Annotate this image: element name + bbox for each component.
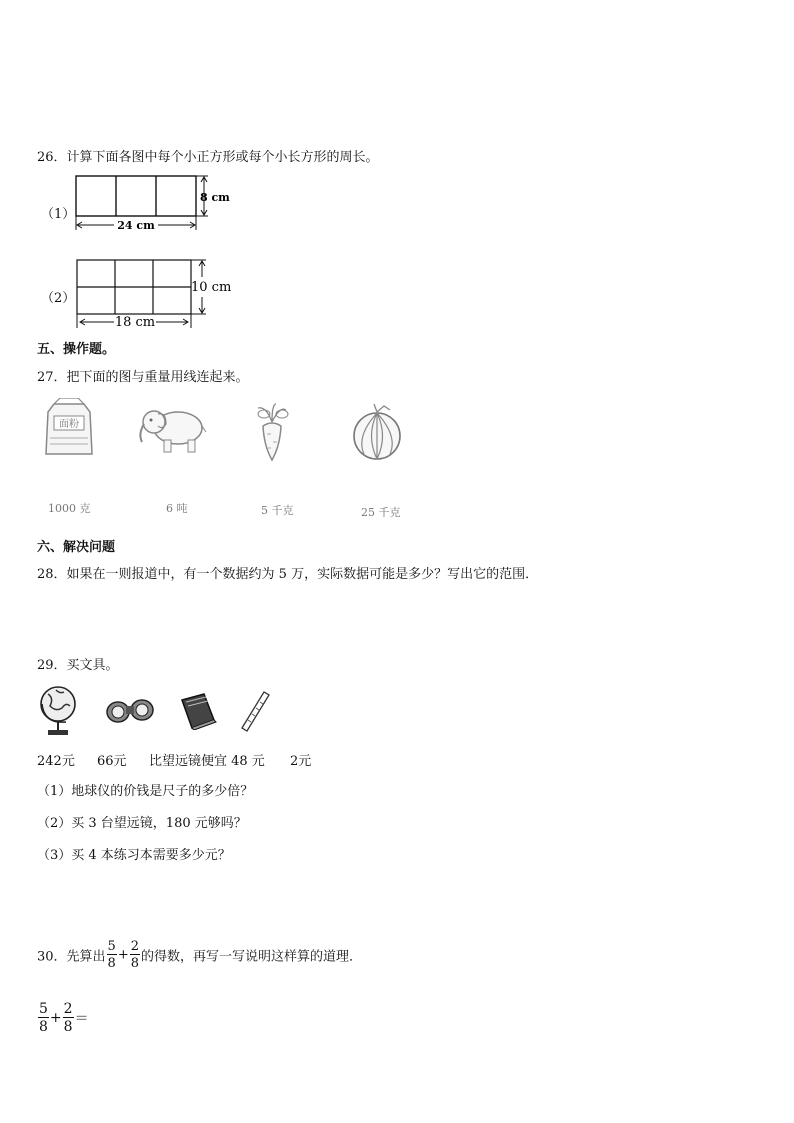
globe-image [36, 682, 82, 738]
q26-title: 26．计算下面各图中每个小正方形或每个小长方形的周长。 [37, 150, 379, 165]
section-6-heading: 六、解决问题 [37, 540, 116, 555]
fraction-2-8: $\frac{2}{8}$ [130, 939, 140, 971]
part1-width-label: 24 cm [117, 219, 155, 232]
q30-suffix: 的得数，再写一写说明这样算的道理． [141, 949, 363, 965]
plus-sign: + [117, 947, 129, 963]
q29-sub-3: （3）买 4 本练习本需要多少元？ [37, 848, 231, 863]
price-binoculars: 66元 [97, 754, 127, 769]
part2-height-label: 10 cm [191, 280, 232, 295]
watermelon-image [350, 402, 404, 464]
q27-title: 27．把下面的图与重量用线连起来。 [37, 370, 249, 385]
weight-label-4: 25 千克 [361, 506, 401, 519]
eq-fraction-5-8: $\frac{5}{8}$ [39, 1001, 48, 1035]
q26-part2-label: （2） [41, 291, 76, 306]
flour-bag-text: 面粉 [59, 419, 79, 430]
section-5-heading: 五、操作题。 [37, 342, 116, 357]
binoculars-image [104, 696, 156, 726]
fraction-5-8: $\frac{5}{8}$ [107, 939, 116, 971]
eq-fraction-2-8: $\frac{2}{8}$ [63, 1001, 73, 1035]
price-ruler: 2元 [290, 754, 312, 769]
radish-image [252, 402, 292, 464]
q30-question [37, 940, 362, 970]
part1-height-label: 8 cm [200, 191, 230, 204]
q28-title: 28．如果在一则报道中，有一个数据约为 5 万，实际数据可能是多少？写出它的范围． [37, 567, 539, 582]
equals-sign: ＝ [74, 1011, 89, 1027]
part2-width-label: 18 cm [114, 315, 156, 330]
rectangle-figure-1 [70, 170, 240, 236]
rectangle-figure-2 [70, 253, 250, 331]
weight-label-2: 6 吨 [166, 502, 188, 515]
notebook-image [178, 692, 218, 730]
flour-bag-image [40, 398, 100, 460]
eq-plus-sign: + [49, 1010, 62, 1026]
q30-prefix: 30．先算出 [37, 949, 106, 965]
q30-equation [37, 1002, 89, 1034]
q26-part1-label: （1） [41, 207, 76, 222]
price-notebook: 比望远镜便宜 48 元 [149, 754, 265, 769]
q29-title: 29．买文具。 [37, 658, 119, 673]
price-globe: 242元 [37, 754, 75, 769]
weight-label-3: 5 千克 [261, 504, 294, 517]
elephant-image [136, 404, 208, 456]
weight-label-1: 1000 克 [48, 502, 91, 515]
q29-sub-1: （1）地球仪的价钱是尺子的多少倍？ [37, 784, 254, 799]
q29-sub-2: （2）买 3 台望远镜，180 元够吗？ [37, 816, 247, 831]
ruler-image [238, 690, 272, 732]
